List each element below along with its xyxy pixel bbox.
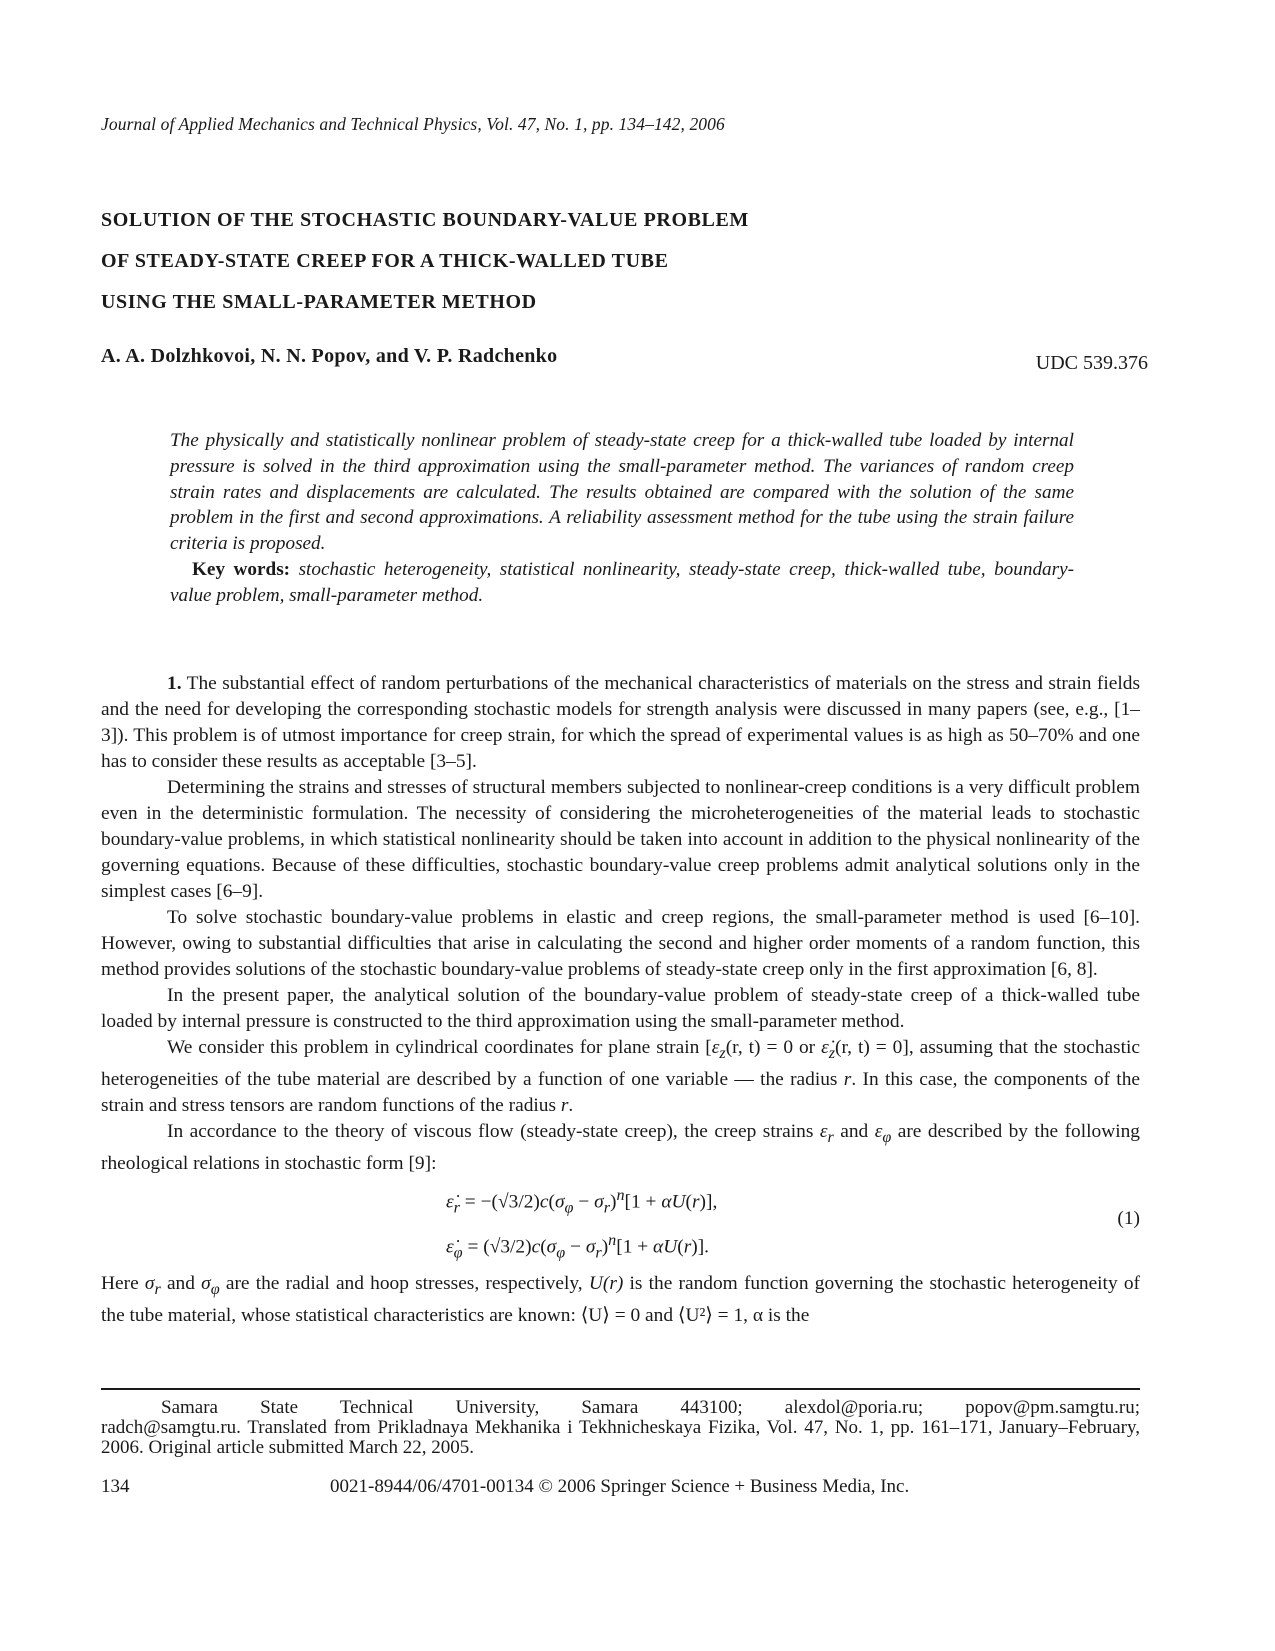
footnote-rest: radch@samgtu.ru. Translated from Prikladnaya Mekhanika i Tekhnicheskaya Fizika, Vol. 47, No. 1, pp. 161–171, January–February, 2006. Original article submitted March 22, 2005. bbox=[101, 1417, 1140, 1458]
p6-sub-phi: φ bbox=[882, 1128, 892, 1146]
p5-math-epsilon-dot: ε̇ bbox=[821, 1037, 829, 1058]
p6-epsilon-phi: ε bbox=[874, 1120, 883, 1142]
udc-code: UDC 539.376 bbox=[1035, 352, 1148, 374]
paper-title bbox=[101, 200, 749, 323]
paragraph-6 bbox=[101, 1119, 1140, 1177]
paragraph-2: Determining the strains and stresses of structural members subjected to nonlinear-creep conditions is a very difficult problem even in the deterministic formulation. The necessity of considering the microheterogeneities of the material leads to stochastic boundary-value problems, in which statistical nonlinearity should be taken into account in addition to the physical nonlinearity of the governing equations. Because of these difficulties, stochastic boundary-value creep problems admit analytical solutions only in the simplest cases [6–9]. bbox=[101, 777, 1140, 902]
p5-math-rest-1: (r, t) = 0 or bbox=[725, 1037, 822, 1058]
page-number: 134 bbox=[101, 1476, 130, 1497]
paragraph-5 bbox=[101, 1035, 1140, 1119]
equation-1a: $\varepsiloṅ_r = -(√3/2)c(\sigma_\varphi - \sigma_r)^n[1 + \alpha U(r)]$, bbox=[446, 1186, 718, 1217]
section-number: 1. bbox=[167, 673, 182, 694]
abstract-text: The physically and statistically nonlinear problem of steady-state creep for a thick-walled tube loaded by internal pressure is solved in the third approximation using the small-parameter method. The variances of random creep strain rates and displacements are calculated. The results obtained are compared with the solution of the same problem in the first and second approximations. A reliability assessment method for the tube using the strain failure criteria is proposed. bbox=[170, 430, 1074, 555]
journal-header: Journal of Applied Mechanics and Technical Physics, Vol. 47, No. 1, pp. 134–142, 2006 bbox=[101, 114, 725, 134]
p6-text-b: are described by the following rheological relations in stochastic form [9]: bbox=[101, 1120, 1140, 1174]
p5-text-a: We consider this problem in cylindrical coordinates for plane strain [ bbox=[167, 1037, 712, 1058]
p5-math-epsilon: ε bbox=[711, 1037, 720, 1058]
p7-and: and bbox=[160, 1272, 202, 1294]
p7-sub-phi: φ bbox=[210, 1280, 220, 1298]
footnote bbox=[101, 1398, 1140, 1458]
paragraph-1-text: The substantial effect of random perturbations of the mechanical characteristics of materials on the stress and strain fields and the need for developing the corresponding stochastic models for strength analysis were discussed in many papers (see, e.g., [1–3]). This problem is of utmost importance for creep strain, for which the spread of experimental values is as high as 50–70% and one has to consider these results as acceptable [3–5]. bbox=[101, 673, 1140, 772]
p6-text-a: In accordance to the theory of viscous flow (steady-state creep), the creep strains bbox=[167, 1120, 820, 1142]
p5-text-b: ], assuming that the stochastic heterogeneities of the tube material are described by a function of one variable — the radius bbox=[101, 1037, 1140, 1090]
p7-sigma-phi: σ bbox=[201, 1272, 211, 1294]
title-line-3: USING THE SMALL-PARAMETER METHOD bbox=[101, 291, 537, 313]
equation-number: (1) bbox=[1117, 1207, 1140, 1229]
paragraph-1 bbox=[101, 671, 1140, 775]
author-list: A. A. Dolzhkovoi, N. N. Popov, and V. P. Radchenko bbox=[101, 345, 558, 367]
p7-text-c: is the random function governing the stochastic heterogeneity of the tube material, whose statistical characteristics are known: ⟨U⟩ = 0 and ⟨U²⟩ = 1, α is the bbox=[101, 1272, 1140, 1326]
paragraph-7 bbox=[101, 1271, 1140, 1329]
p5-text-c: . In this case, the components of the strain and stress tensors are random functions of the radius bbox=[101, 1068, 1140, 1116]
p6-sub-r: r bbox=[827, 1128, 834, 1146]
title-line-2: OF STEADY-STATE CREEP FOR A THICK-WALLED TUBE bbox=[101, 250, 669, 272]
p5-text-d: . bbox=[568, 1094, 574, 1116]
abstract bbox=[170, 428, 1074, 609]
footnote-line-1: Samara State Technical University, Samara 443100; alexdol@poria.ru; popov@pm.samgtu.ru; bbox=[161, 1397, 1140, 1418]
p7-sigma-r: σ bbox=[144, 1272, 155, 1294]
p5-math-rest-2: (r, t) = 0 bbox=[835, 1037, 903, 1058]
p6-epsilon-r: ε bbox=[819, 1120, 828, 1142]
paragraph-4: In the present paper, the analytical solution of the boundary-value problem of steady-state creep of a thick-walled tube loaded by internal pressure is constructed to the third approximation using the small-parameter method. bbox=[101, 985, 1140, 1032]
p7-text-b: are the radial and hoop stresses, respectively, bbox=[219, 1272, 589, 1294]
p7-random-function: U(r) bbox=[588, 1272, 624, 1294]
keywords bbox=[170, 557, 1074, 609]
copyright-line: 0021-8944/06/4701-00134 © 2006 Springer Science + Business Media, Inc. bbox=[330, 1476, 910, 1497]
body-text bbox=[101, 671, 1140, 1329]
keywords-text: stochastic heterogeneity, statistical nonlinearity, steady-state creep, thick-walled tube, boundary-value problem, small-parameter method. bbox=[170, 558, 1074, 606]
paragraph-3: To solve stochastic boundary-value problems in elastic and creep regions, the small-parameter method is used [6–10]. However, owing to substantial difficulties that arise in calculating the second and higher order moments of a random function, this method provides solutions of the stochastic boundary-value problems of steady-state creep only in the first approximation [6, 8]. bbox=[101, 907, 1140, 980]
p5-radius-r-2: r bbox=[560, 1094, 569, 1116]
p5-math-sub-z: z bbox=[719, 1044, 726, 1062]
p5-radius-r: r bbox=[843, 1068, 852, 1090]
footnote-rule bbox=[101, 1388, 1140, 1390]
keywords-label: Key words: bbox=[192, 558, 291, 580]
p6-and: and bbox=[833, 1120, 875, 1142]
title-line-1: SOLUTION OF THE STOCHASTIC BOUNDARY-VALUE PROBLEM bbox=[101, 209, 749, 231]
p5-math-sub-z-2: z bbox=[828, 1044, 836, 1062]
p7-sub-r: r bbox=[154, 1280, 161, 1298]
equation-1b: $\varepsiloṅ_\varphi = (√3/2)c(\sigma_\varphi - \sigma_r)^n[1 + \alpha U(r)]$. bbox=[446, 1231, 710, 1262]
p7-text-a: Here bbox=[101, 1272, 145, 1294]
equation-1-block bbox=[101, 1179, 1140, 1271]
